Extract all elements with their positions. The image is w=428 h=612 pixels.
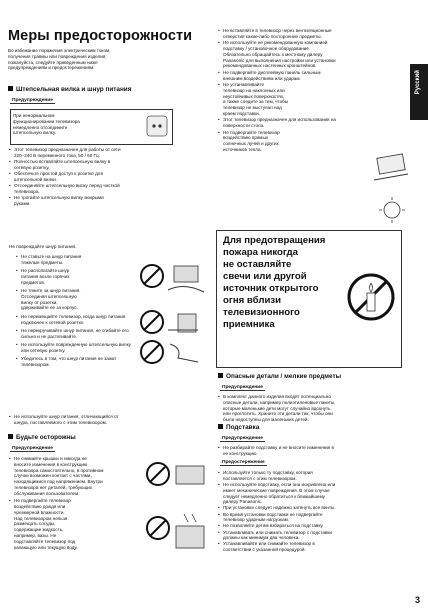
bullet-line: соответствии с указанной процедурой. xyxy=(223,547,306,553)
bullet-line: телевизор не выступал над xyxy=(223,105,282,111)
bullet-line: должны как минимум два человека. xyxy=(223,535,300,541)
bullet-mark: • xyxy=(218,511,220,517)
page-number: 3 xyxy=(414,595,420,605)
bullet-mark: • xyxy=(16,341,18,347)
bullet-line: штепсельной вилки. xyxy=(14,176,58,182)
bullet-mark: • xyxy=(218,28,220,33)
bullet-line: Не трогайте штепсельную вилку мокрыми xyxy=(14,195,104,200)
language-tab xyxy=(410,64,428,120)
bullet-line: чрезмерной влажности. xyxy=(14,509,65,515)
bullet-line: Не тяните за шнур питания. xyxy=(21,288,81,293)
parts-warning-label: Предупреждение xyxy=(222,385,263,390)
bullet-line: капающую или текущую воду. xyxy=(14,544,78,550)
bullet-line: воздействию прямых xyxy=(223,135,269,141)
fire-line: не оставляйте xyxy=(223,259,292,270)
bullet-line: Полностью вставляйте штепсельную вилку в xyxy=(14,159,111,164)
bullet-line: Не используйте поврежденную штепсельную вилку xyxy=(21,341,131,347)
bullet-line: Не подвергайте телевизор xyxy=(14,498,71,504)
stand-caution-label: Предостережение xyxy=(222,460,265,465)
bullet-line: Не используйте шнур питания, отличающийся от xyxy=(14,414,119,419)
bullet-line: телевизора. xyxy=(14,188,40,194)
language-tab-label: Русский xyxy=(415,70,421,95)
bullet-mark: • xyxy=(16,327,18,333)
intro-line: предупреждениям и предостережениям: xyxy=(8,65,95,71)
bullet-line: сильно и не растягивайте. xyxy=(21,333,78,339)
bullet-mark: • xyxy=(9,498,11,504)
bullet-line: случае возможен контакт с частями, xyxy=(14,473,92,479)
bullet-line: вносите изменения в конструкцию xyxy=(14,461,88,467)
bullet-line: подставляйте телевизор под xyxy=(14,538,76,544)
bullet-mark: • xyxy=(218,541,220,547)
bullet-line: Устанавливать или снимать телевизор с подставки xyxy=(223,529,332,535)
plug-box-line: немедленно отсоедините xyxy=(13,124,68,130)
bullet-line: подключен к сетевой розетке. xyxy=(21,319,85,325)
plug-socket-icon xyxy=(146,115,168,137)
no-candle-icon xyxy=(345,265,397,329)
bullet-line: Не вставляйте в телевизор через вентиляционные xyxy=(223,28,332,33)
bullet-line: телевизор на наклонных или xyxy=(223,87,285,93)
bullet-line: тяжелые предметы. xyxy=(21,259,64,265)
tilted-tv-icon xyxy=(372,152,410,184)
bullet-line: внешним воздействиям или ударам. xyxy=(223,75,301,81)
bullet-line: вилку от розетки, xyxy=(21,299,58,305)
bullet-line: шнура, поставляемого с этим телевизором. xyxy=(14,419,108,425)
bullet-line: источников тепла. xyxy=(223,147,262,152)
bullet-mark: • xyxy=(218,505,220,511)
bullet-mark: • xyxy=(9,171,11,176)
bullet-mark: • xyxy=(16,313,18,319)
page-title: Меры предосторожности xyxy=(8,28,193,44)
bullet-line: Убедитесь в том, что шнур питания не зажат xyxy=(21,356,117,361)
bullet-line: содержащие жидкость, xyxy=(14,527,64,533)
bullet-line: которые маленькие дети могут случайно вдохнуть xyxy=(223,405,331,411)
bullet-line: обслуживания пользователем. xyxy=(14,490,80,496)
bullet-mark: • xyxy=(218,69,220,75)
bullet-mark: • xyxy=(218,117,220,123)
fire-line: свечи или другой xyxy=(223,271,307,282)
bullet-mark: • xyxy=(218,470,220,475)
stand-heading: Подставка xyxy=(218,424,259,431)
bullet-mark: • xyxy=(9,195,11,200)
careful-warning-label: Предупреждение xyxy=(12,446,53,451)
parts-heading: Опасные детали / мелкие предметы xyxy=(218,373,341,380)
bullet-line: дилеру Panasonic. xyxy=(223,499,263,505)
bullet-line: поверхности стола. xyxy=(223,123,265,129)
fire-line: источник открытого xyxy=(223,283,319,294)
bullet-mark: • xyxy=(218,129,220,135)
bullet-line: Panasonic для выполнения настройки или установки xyxy=(223,57,336,63)
heavy-object-cord-icon xyxy=(138,262,210,302)
bullet-line: опасные детали, например полиэтиленовые пакеты, xyxy=(223,399,336,405)
bullet-line: были недоступны для маленьких детей. xyxy=(223,417,309,423)
bullet-line: воздействию дождя или xyxy=(14,503,66,509)
bullet-line: удерживайте ее за корпус. xyxy=(21,305,78,311)
bullet-line: Не подвергайте дисплейную панель сильным xyxy=(223,69,321,75)
bullet-line: Не ставьте на шнур питания xyxy=(21,254,82,259)
bullet-line: сетевую розетку. xyxy=(14,164,50,170)
bullet-line: Не располагайте шнур xyxy=(21,268,70,274)
bullet-mark: • xyxy=(9,414,11,419)
plug-box-line: штепсельную вилку. xyxy=(13,130,56,136)
bullet-line: питания возле горячих xyxy=(21,273,70,279)
bullet-line: солнечных лучей и других xyxy=(223,141,279,147)
bullet-line: например, вазы. Не xyxy=(14,532,57,538)
fire-line: огня вблизи xyxy=(223,295,282,306)
bullet-line: Этот телевизор предназначен для использования на xyxy=(223,117,336,123)
bullet-line: а также следите за тем, чтобы xyxy=(223,99,289,105)
bullet-line: Отсоединяйте штепсельную вилку перед чисткой xyxy=(14,183,120,188)
bullet-mark: • xyxy=(9,159,11,164)
bullet-line: Во время установки подставки не подвергайте xyxy=(223,511,323,517)
bullet-line: неустойчивых поверхностях, xyxy=(223,93,285,99)
intro-line: Во избежание поражения электрическим током, xyxy=(8,48,111,53)
stand-warning-label: Предупреждение xyxy=(222,436,263,441)
bullet-mark: • xyxy=(218,523,220,529)
bullet-line: При установке следует надежно затянуть все винты. xyxy=(223,505,336,511)
sun-heat-icon xyxy=(376,196,408,224)
bullet-mark: • xyxy=(16,356,18,361)
bullet-line: телевизор ударным нагрузкам. xyxy=(223,517,290,523)
bullet-line: В комплект данного изделия входят потенциально xyxy=(223,394,331,399)
bullet-line: Устанавливайте или снимайте телевизор в xyxy=(223,541,315,547)
bullet-line: краем подставки. xyxy=(223,111,260,116)
bullet-mark: • xyxy=(9,183,11,188)
bullet-mark: • xyxy=(218,82,220,87)
intro-line: пожалуйста, следуйте приведенным ниже xyxy=(8,59,98,65)
bullet-mark: • xyxy=(16,288,18,293)
bullet-line: находящимися под напряжением. Внутри xyxy=(14,479,103,485)
bullet-mark: • xyxy=(218,40,220,46)
bullet-mark: • xyxy=(9,456,11,461)
bullet-line: предметов. xyxy=(21,279,46,285)
plug-heading: Штепсельная вилка и шнур питания xyxy=(8,86,131,93)
bullet-line: отверстия какие-либо посторонние предметы. xyxy=(223,33,322,39)
careful-heading: Будьте осторожны xyxy=(8,434,76,441)
bullet-line: имеет механические повреждения. В этом случае xyxy=(223,487,330,493)
bullet-line: Над телевизором нельзя xyxy=(14,515,68,521)
fire-line: приемника xyxy=(223,319,275,330)
intro-line: получения травмы или повреждения изделия, xyxy=(8,53,107,59)
fire-line: Для предотвращения xyxy=(223,235,326,246)
fire-line: телевизионного xyxy=(223,307,300,318)
bullet-line: Не разбирайте подставку и не вносите изменения в xyxy=(223,445,334,450)
no-water-icon xyxy=(144,512,208,560)
bullet-line: Не используйте не рекомендованную компанией xyxy=(223,40,328,46)
bullet-line: 220–240 В переменного тока, 50 / 60 Гц. xyxy=(14,152,100,158)
bullet-mark: • xyxy=(9,147,11,152)
no-disassembly-icon xyxy=(144,460,208,500)
pull-cord-icon xyxy=(138,338,210,368)
plug-box-line: При ненормальном xyxy=(13,113,55,118)
bullet-line: Обеспечьте простой доступ к розетке для xyxy=(14,171,103,176)
bullet-mark: • xyxy=(218,481,220,487)
bullet-line: или сетевую розетку. xyxy=(21,347,66,353)
bullet-line: Не устанавливайте xyxy=(223,82,265,87)
plug-warning-label: Предупреждение xyxy=(12,98,53,103)
bullet-mark: • xyxy=(218,445,220,450)
bullet-line: Не позволяйте детям взбираться на подставку. xyxy=(223,523,324,529)
plug-box-line: функционировании телевизора xyxy=(13,118,80,124)
bullet-line: руками. xyxy=(14,200,31,206)
bullet-line: подставку / установочное оборудование. xyxy=(223,46,311,51)
bullet-line: Отсоединяя штепсельную xyxy=(21,293,77,299)
bullet-line: Этот телевизор предназначен для работы от сети xyxy=(14,147,121,152)
bullet-line: Не перекручивайте шнур питания, не сгибайте его xyxy=(21,327,129,333)
bullet-line: или проглотить. Храните эти детали так, чтобы они xyxy=(223,411,333,417)
bullet-line: ее конструкцию. xyxy=(223,450,258,456)
bullet-line: Не используйте подставку, если она искривлена или xyxy=(223,481,336,487)
cord-intro-line: Не повреждайте шнур питания. xyxy=(9,244,77,249)
bullet-line: рекомендованных настенных кронштейнов. xyxy=(223,63,317,69)
fire-line: пожара никогда xyxy=(223,247,298,258)
bullet-line: телевизором. xyxy=(21,361,50,367)
bullet-line: Используйте только ту подставку, которая xyxy=(223,470,313,475)
bullet-mark: • xyxy=(16,268,18,274)
bullet-line: Не снимайте крышки и никогда не xyxy=(14,456,87,461)
bullet-line: Не перемещайте телевизор, когда шнур питания xyxy=(21,313,126,319)
bullet-line: телевизора нет деталей, требующих xyxy=(14,485,93,490)
bullet-line: телевизора самостоятельно, в противном xyxy=(14,467,104,473)
bullet-line: Не подвергайте телевизор xyxy=(223,129,280,135)
fire-warning-box xyxy=(216,230,402,368)
bullet-mark: • xyxy=(218,529,220,535)
bullet-line: поставляется с этим телевизором. xyxy=(223,475,297,481)
bullet-line: Обязательно обращайтесь к местному дилеру xyxy=(223,51,323,57)
bullet-mark: • xyxy=(218,394,220,399)
bullet-mark: • xyxy=(16,254,18,259)
hot-object-cord-icon xyxy=(138,308,210,338)
bullet-line: следует немедленно обратиться к ближайшему xyxy=(223,493,325,499)
bullet-line: размещать сосуды, xyxy=(14,521,56,527)
